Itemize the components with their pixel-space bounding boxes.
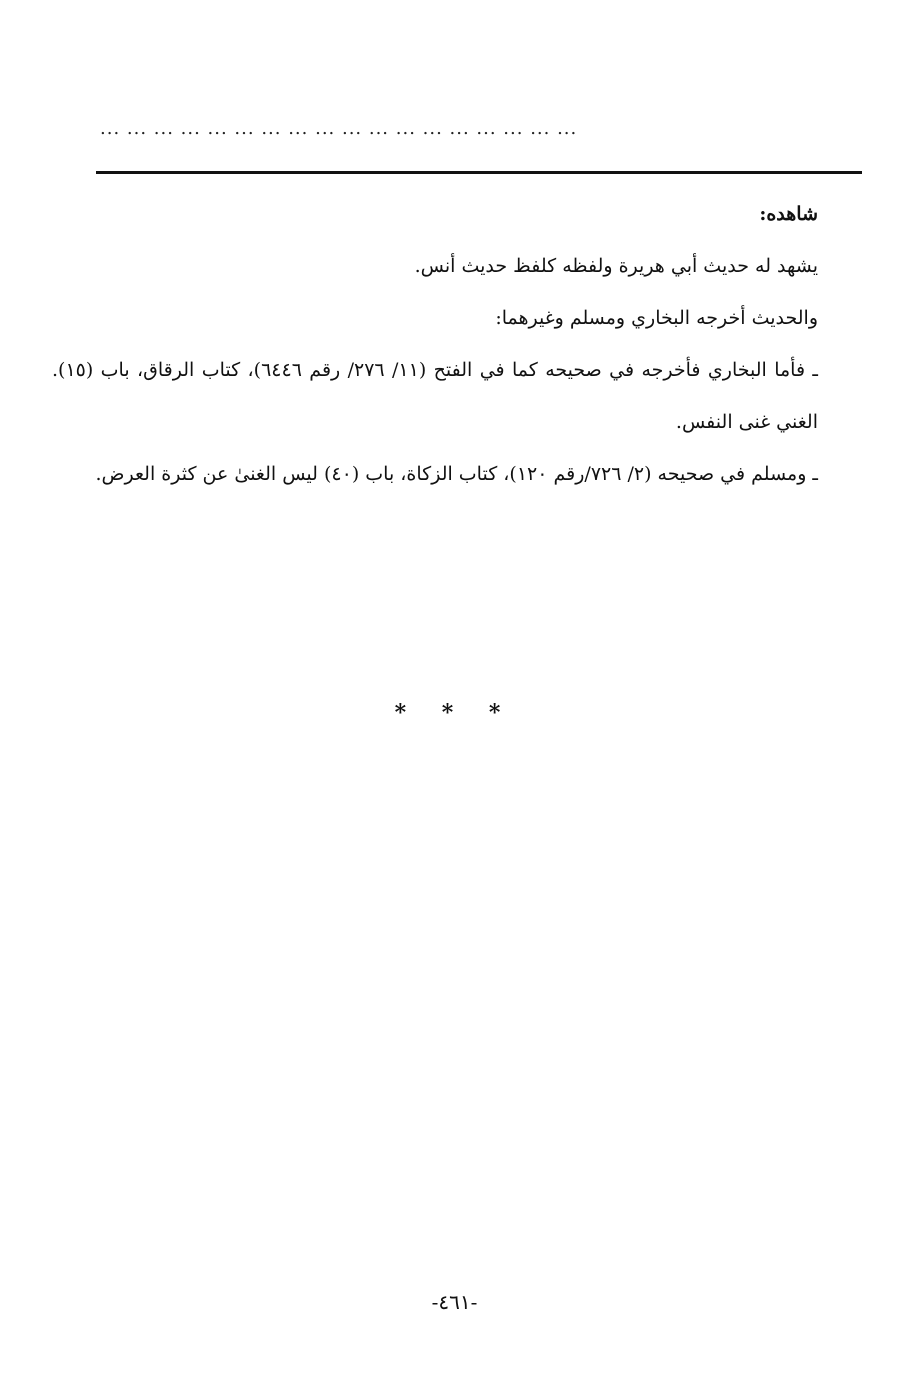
page-body — [52, 188, 818, 500]
paragraph-bukhari: ـ فأما البخاري فأخرجه في صحيحه كما في الفتح (١١/ ٢٧٦/ رقم ٦٤٤٦)، كتاب الرقاق، باب (١٥). الغني غنى النفس. — [52, 359, 818, 433]
section-heading: شاهده: — [759, 203, 818, 225]
section-separator: * * * — [394, 700, 515, 726]
paragraph-muslim: ـ ومسلم في صحيحه (٢/ ٧٢٦/رقم ١٢٠)، كتاب الزكاة، باب (٤٠) ليس الغنىٰ عن كثرة العرض. — [95, 463, 818, 485]
horizontal-rule — [96, 171, 862, 174]
page-number: -٤٦١- — [431, 1290, 478, 1314]
paragraph-witness: يشهد له حديث أبي هريرة ولفظه كلفظ حديث أنس. — [414, 255, 818, 277]
top-dots-line: ... ... ... ... ... ... ... ... ... ... ... ... ... ... ... ... ... ... — [100, 118, 578, 139]
paragraph-sources: والحديث أخرجه البخاري ومسلم وغيرهما: — [495, 307, 818, 329]
